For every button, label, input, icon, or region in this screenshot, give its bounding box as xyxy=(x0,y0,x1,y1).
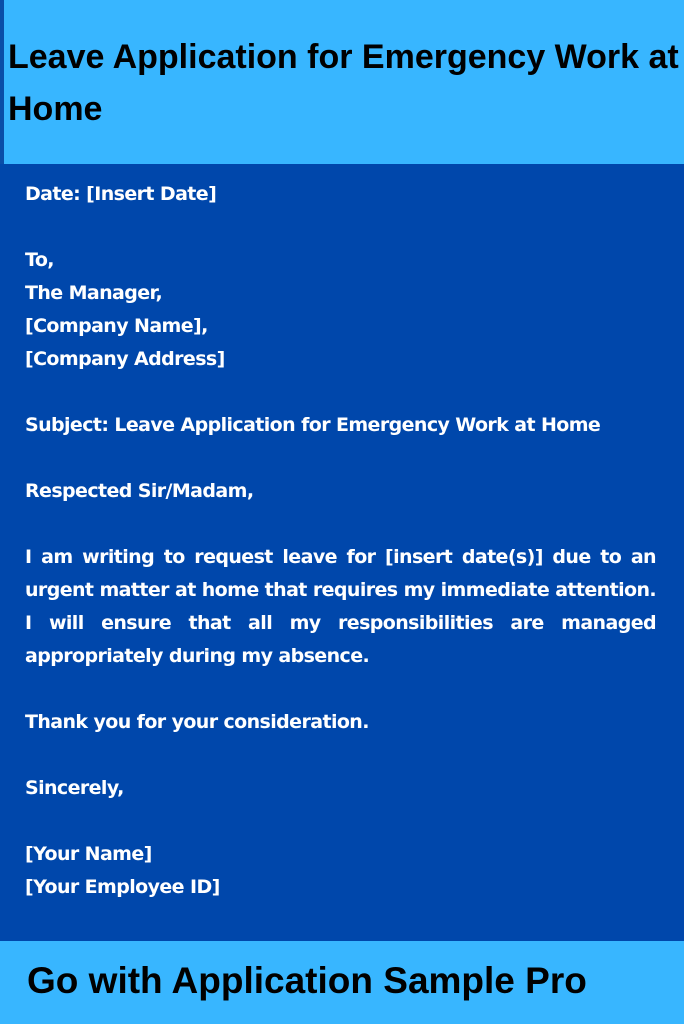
header-banner xyxy=(0,0,684,164)
recipient-role: The Manager, xyxy=(25,282,163,304)
letter-date: Date: [Insert Date] xyxy=(25,183,217,205)
footer-tagline: Go with Application Sample Pro xyxy=(27,960,587,1001)
recipient-company-name: [Company Name], xyxy=(25,315,208,337)
letter-salutation: Respected Sir/Madam, xyxy=(25,480,254,502)
signature-employee-id: [Your Employee ID] xyxy=(25,876,220,898)
footer-banner xyxy=(0,941,684,1024)
letter-closing: Sincerely, xyxy=(25,777,124,799)
page-title: Leave Application for Emergency Work at Home xyxy=(8,38,679,128)
recipient-to: To, xyxy=(25,249,54,271)
signature-name: [Your Name] xyxy=(25,843,152,865)
letter-thanks: Thank you for your consideration. xyxy=(25,711,369,733)
letter-subject: Subject: Leave Application for Emergency Work at Home xyxy=(25,414,601,436)
letter-paragraph: I am writing to request leave for [insert date(s)] due to an urgent matter at home that requires my immediate attention. I will ensure that all my responsibilities are managed appropriately during my absence. xyxy=(25,546,656,667)
recipient-company-address: [Company Address] xyxy=(25,348,225,370)
letter-body xyxy=(25,178,656,904)
